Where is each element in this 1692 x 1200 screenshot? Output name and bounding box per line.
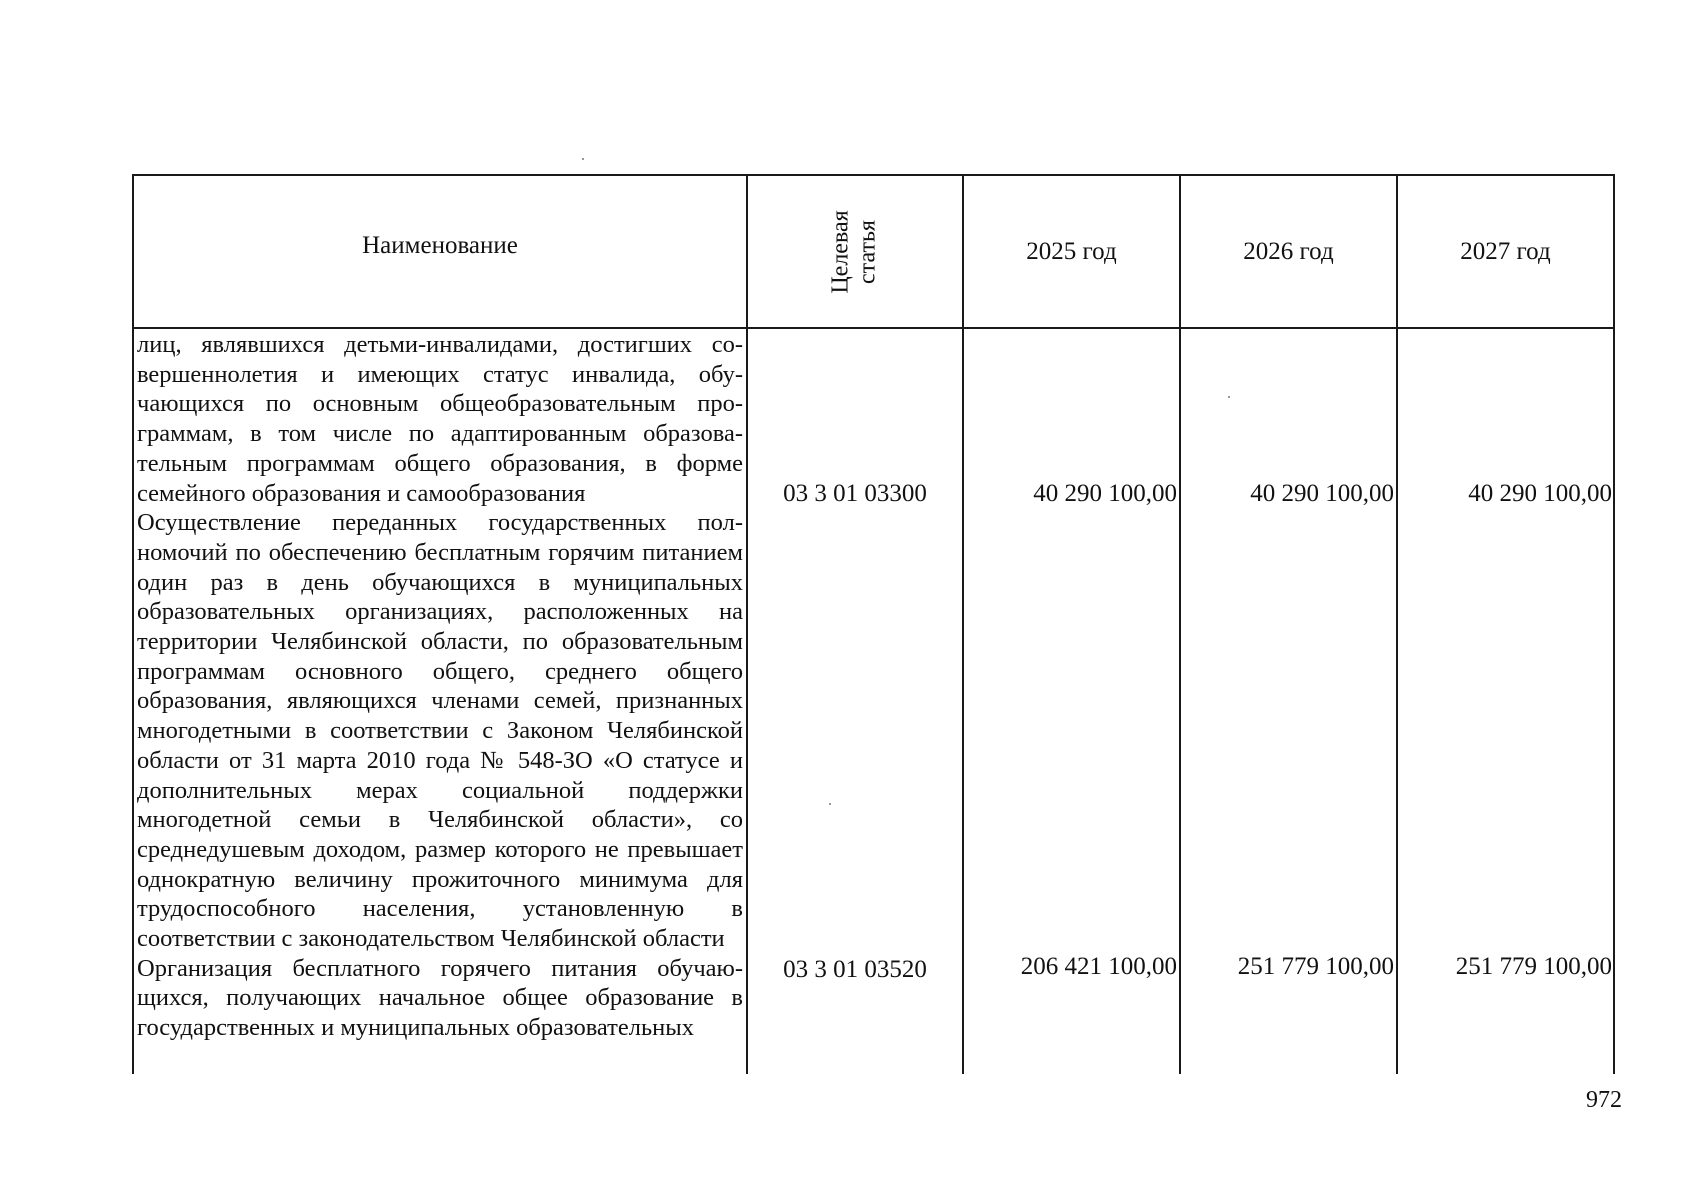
table-row-1-2026: 251 779 100,00 [1237,953,1394,980]
header-2027: 2027 год [1460,238,1551,265]
table-row-1-name: Осуществление переданных государственных полномочий по обеспечению бесплатным горячим питанием один раз в день обучающихся в муниципальных образовательных организациях, расположенных на территории Челябинской области, по образовательным программам основного общего, среднего общего образования, являющихся членами семей, признанных многодетными в соответствии с Законом Челябинской области от 31 марта 2010 года № 548-ЗО «О статусе и дополнительных мерах социальной поддержки многодетной семьи в Челябинской области», со среднедушевым доходом, размер которого не превышает однократную величину прожиточного минимума для трудоспособного населения, установленную в соответствии с законодательством Челябинской области [137,509,743,953]
scan-speck [829,803,831,805]
header-2026: 2026 год [1243,238,1334,265]
table-row-0-name: лиц, являвшихся детьми-инвалидами, достигших совершеннолетия и имеющих статус инвалида, обучающихся по основным общеобразовательным программам, в том числе по адаптированным образовательным программам общего образования, в форме семейного образования и самообразования [137,331,743,507]
header-name [134,170,746,322]
table-row-0-2026: 40 290 100,00 [1250,480,1394,507]
table-row-2-name: Организация бесплатного горячего питания обучающихся, получающих начальное общее образование в государственных и муниципальных образовательных [137,954,743,1042]
row-descriptions [137,330,743,1043]
table-row-1-2025: 206 421 100,00 [1020,953,1177,980]
scan-speck [1228,396,1230,398]
header-target-article-label: Целевая статья [827,210,881,294]
table-row-0-2025: 40 290 100,00 [1033,480,1177,507]
page-number: 972 [1586,1087,1622,1113]
table-row-0-code: 03 3 01 03300 [783,480,927,507]
table-row-0-2027: 40 290 100,00 [1468,480,1612,507]
table-row-1-2027: 251 779 100,00 [1455,953,1612,980]
header-2025: 2025 год [1026,238,1117,265]
header-name-label: Наименование [362,232,518,259]
table-row-1-code: 03 3 01 03520 [783,956,927,983]
scan-speck [582,158,584,160]
header-target-article [748,176,962,328]
